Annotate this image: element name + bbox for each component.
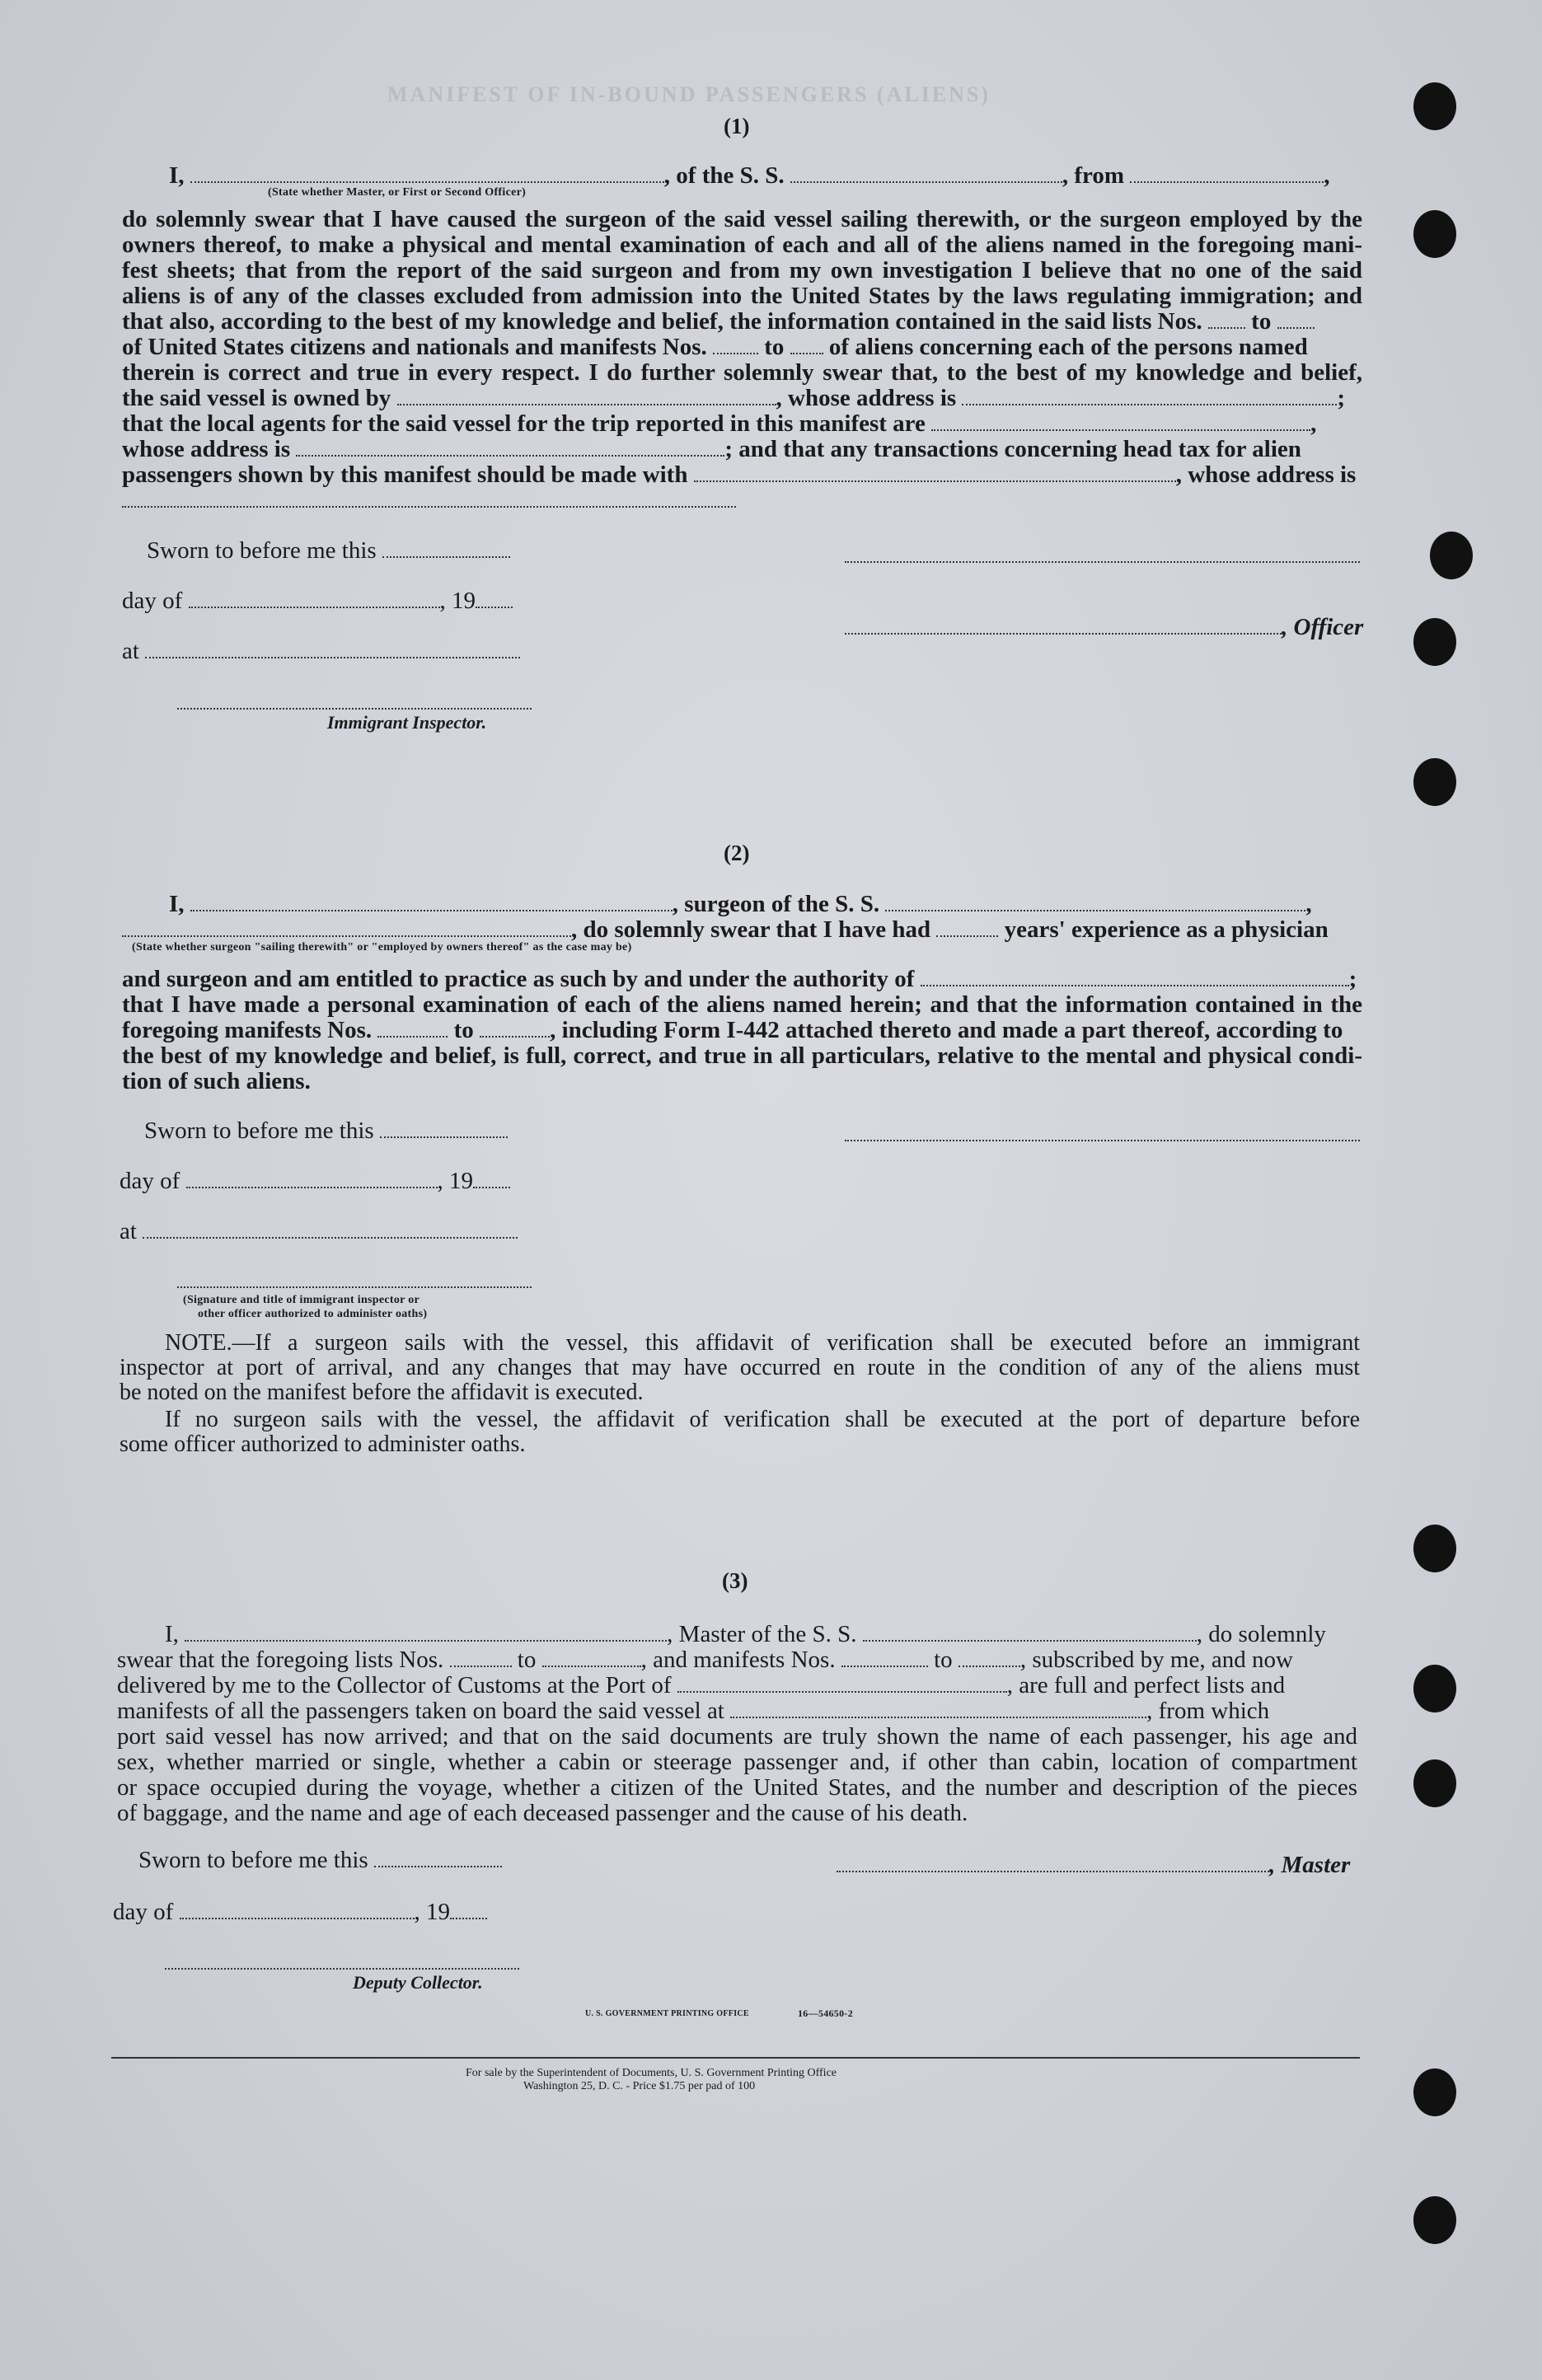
s1-oath-first-line: I, , of the S. S. , from ,: [169, 162, 1330, 189]
s1-inspector-caption: Immigrant Inspector.: [327, 712, 487, 733]
s2-note: inspector at port of arrival, and any changes that may have occurred en route in the condition of any of the aliens must: [120, 1355, 1360, 1380]
section-2-number: (2): [724, 841, 750, 865]
s1-text-line: do solemnly swear that I have caused the surgeon of the said vessel sailing therewith, or the surgeon employed by the: [122, 206, 1362, 232]
s2-text-line: the best of my knowledge and belief, is full, correct, and true in all particulars, relative to the mental and physical condi-: [122, 1042, 1362, 1069]
sale-notice: For sale by the Superintendent of Documents, U. S. Government Printing Office: [466, 2067, 837, 2079]
s2-experience-line: , do solemnly swear that I have had years' experience as a physician: [122, 917, 1329, 943]
section-1-number: (1): [724, 114, 750, 138]
s3-text-line: sex, whether married or single, whether a cabin or steerage passenger and, if other than cabin, location of compartment: [117, 1749, 1357, 1775]
s2-note: NOTE.—If a surgeon sails with the vessel, this affidavit of verification shall be executed before an immigrant: [165, 1330, 1360, 1356]
s1-lists-line: that also, according to the best of my knowledge and belief, the information contained in the said lists Nos. to: [122, 309, 1315, 335]
s1-agents-line: that the local agents for the said vessel for the trip reported in this manifest are ,: [122, 410, 1317, 437]
punch-hole: [1413, 210, 1456, 258]
s2-note: be noted on the manifest before the affidavit is executed.: [120, 1380, 644, 1405]
s1-day-line: day of , 19: [122, 588, 513, 614]
s1-sworn-line: Sworn to before me this: [147, 538, 510, 564]
s2-sworn-line: Sworn to before me this: [144, 1118, 508, 1144]
s2-at-line: at: [120, 1219, 518, 1244]
s3-text-line: or space occupied during the voyage, whether a citizen of the United States, and the number and description of the pieces: [117, 1774, 1357, 1801]
s3-text-line: port said vessel has now arrived; and that on the said documents are truly shown the name of each passenger, his age and: [117, 1723, 1357, 1750]
punch-hole: [1413, 618, 1456, 666]
s2-foregoing-line: foregoing manifests Nos. to , including Form I-442 attached thereto and made a part thereof, according to: [122, 1017, 1343, 1043]
s1-text-line: fest sheets; that from the report of the said surgeon and from my own investigation I believe that no one of the said: [122, 257, 1362, 283]
s3-master-line: I, , Master of the S. S. , do solemnly: [165, 1621, 1326, 1647]
s1-address-rule: [122, 505, 736, 508]
s1-text-line: therein is correct and true in every respect. I do further solemnly swear that, to the best of my knowledge and belief,: [122, 359, 1362, 386]
punch-hole: [1413, 2196, 1456, 2244]
s3-day-line: day of , 19: [113, 1900, 487, 1925]
punch-hole: [1413, 82, 1456, 130]
s1-signature-rule: [845, 560, 1360, 563]
footer-rule: [111, 2057, 1360, 2059]
punch-hole: [1430, 532, 1473, 579]
s2-surgeon-line: I, , surgeon of the S. S. ,: [169, 891, 1312, 917]
s1-manifests-line: of United States citizens and nationals and manifests Nos. to of aliens concerning each of the persons named: [122, 334, 1308, 360]
s3-collector-rule: [165, 1967, 519, 1970]
s2-authority-line: and surgeon and am entitled to practice as such by and under the authority of ;: [122, 966, 1357, 992]
s2-text-line: that I have made a personal examination of each of the aliens named herein; and that the information contained in the: [122, 991, 1362, 1018]
s3-lists-line: swear that the foregoing lists Nos. to , and manifests Nos. to , subscribed by me, and now: [117, 1647, 1293, 1673]
s1-owner-line: the said vessel is owned by , whose address is ;: [122, 385, 1346, 411]
s3-sworn-line: Sworn to before me this: [138, 1848, 502, 1873]
s1-text-line: owners thereof, to make a physical and mental examination of each and all of the aliens named in the foregoing mani-: [122, 232, 1362, 258]
form-number: 16—54650-2: [798, 2008, 853, 2019]
s1-inspector-rule: [177, 707, 532, 710]
s2-note: If no surgeon sails with the vessel, the affidavit of verification shall be executed at the port of departure before: [165, 1407, 1360, 1432]
sale-notice: Washington 25, D. C. - Price $1.75 per pad of 100: [523, 2080, 756, 2092]
s2-day-line: day of , 19: [120, 1169, 510, 1194]
punch-hole: [1413, 758, 1456, 806]
s2-signature-caption: (Signature and title of immigrant inspector or: [183, 1294, 420, 1306]
s2-signature-caption-rule: [177, 1286, 532, 1288]
s2-signature-caption: other officer authorized to administer oaths): [198, 1308, 428, 1320]
punch-hole: [1413, 1759, 1456, 1807]
gpo-imprint: U. S. GOVERNMENT PRINTING OFFICE: [585, 2009, 749, 2018]
s2-surgeon-caption: (State whether surgeon "sailing therewith" or "employed by owners thereof" as the case may be): [132, 941, 632, 953]
faded-header: MANIFEST OF IN-BOUND PASSENGERS (ALIENS): [387, 82, 991, 106]
s2-signature-rule: [845, 1139, 1360, 1141]
s1-text-line: aliens is of any of the classes excluded from admission into the United States by the laws regulating immigration; and: [122, 283, 1362, 309]
section-3-number: (3): [722, 1568, 748, 1593]
s1-officer-line: , Officer: [845, 615, 1363, 640]
s2-note: some officer authorized to administer oaths.: [120, 1431, 526, 1457]
punch-hole: [1413, 1665, 1456, 1712]
punch-hole: [1413, 1525, 1456, 1572]
s3-delivered-line: delivered by me to the Collector of Customs at the Port of , are full and perfect lists and: [117, 1672, 1286, 1698]
s1-officer-caption: (State whether Master, or First or Second Officer): [268, 186, 527, 199]
s1-passengers-line: passengers shown by this manifest should be made with , whose address is: [122, 461, 1357, 488]
s3-text-line: of baggage, and the name and age of each deceased passenger and the cause of his death.: [117, 1800, 968, 1826]
s2-text-line: tion of such aliens.: [122, 1068, 311, 1094]
punch-hole: [1413, 2068, 1456, 2116]
s3-master-signature-line: , Master: [837, 1853, 1350, 1878]
s1-headtax-line: whose address is ; and that any transactions concerning head tax for alien: [122, 436, 1301, 462]
s1-at-line: at: [122, 639, 520, 664]
s3-vessel-line: manifests of all the passengers taken on board the said vessel at , from which: [117, 1698, 1270, 1724]
s3-collector-caption: Deputy Collector.: [353, 1972, 483, 1993]
